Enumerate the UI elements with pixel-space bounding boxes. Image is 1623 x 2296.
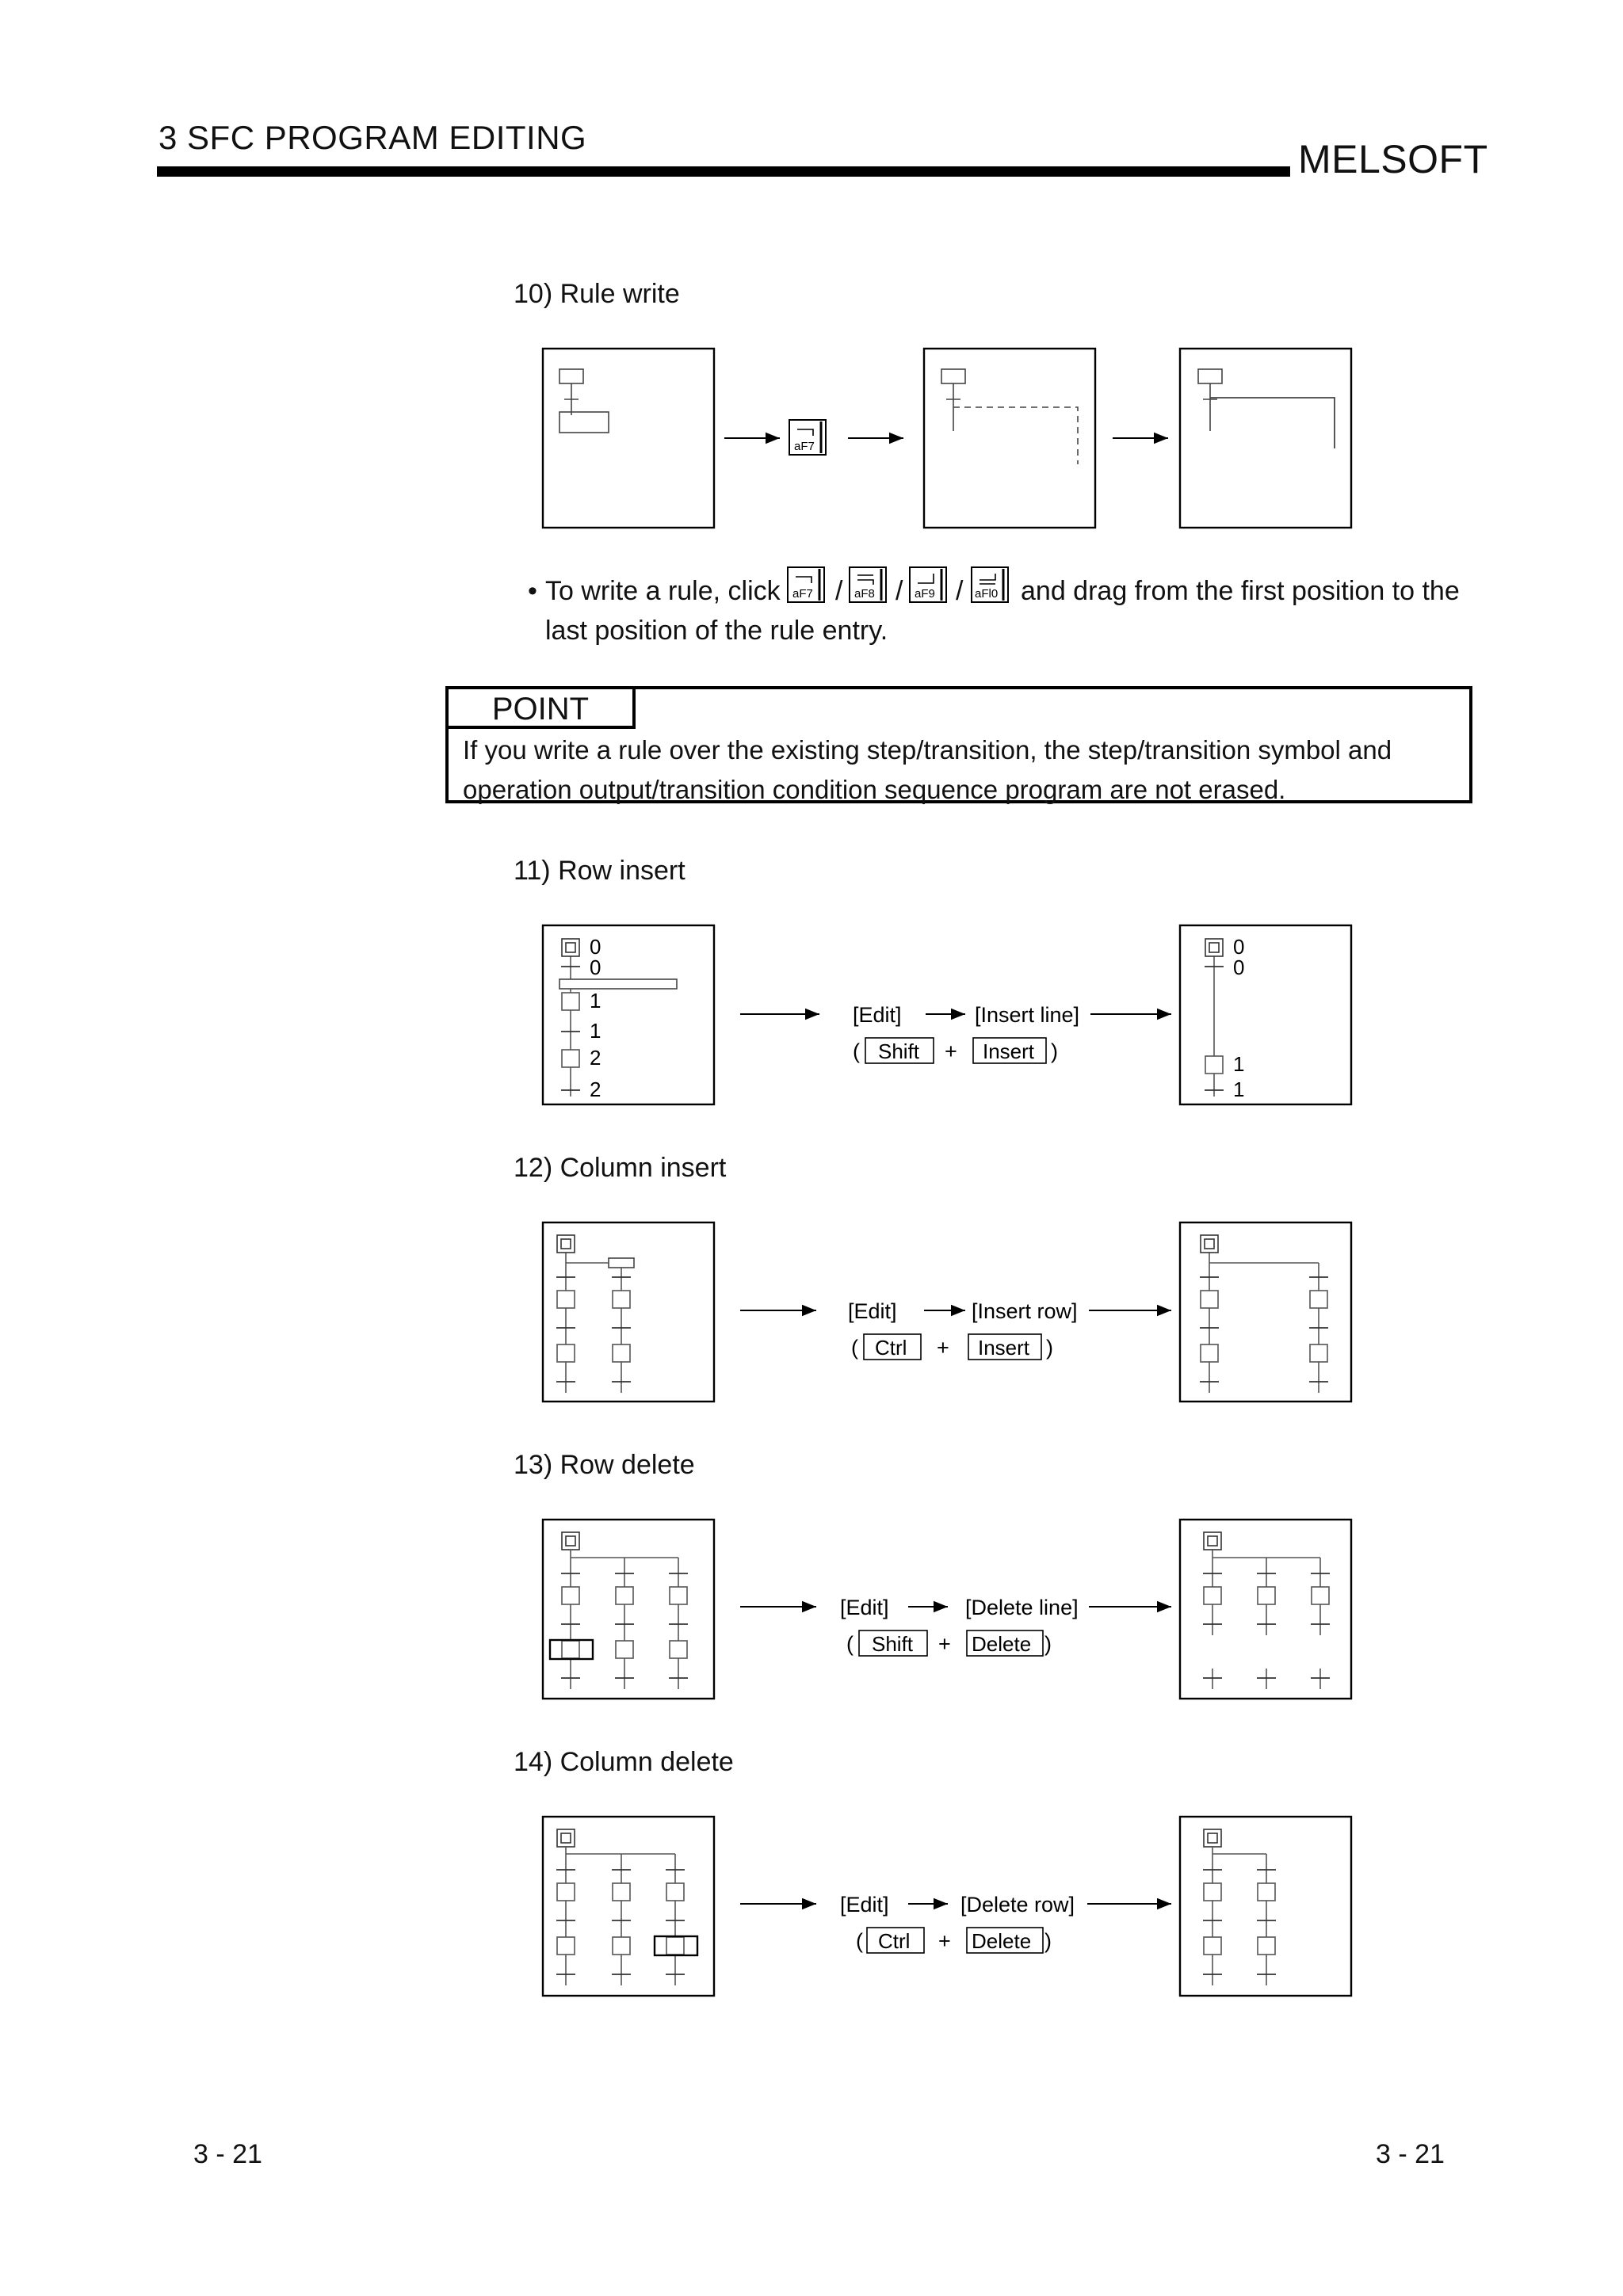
section-11-title: 11) Row insert: [514, 856, 685, 886]
separator: /: [896, 576, 903, 606]
paren: (: [853, 1039, 860, 1063]
step-number: 0: [590, 935, 601, 959]
key-ctrl-label: Ctrl: [875, 1336, 907, 1360]
paren: ): [1044, 1929, 1052, 1953]
point-line-2: operation output/transition condition sequence program are not erased.: [463, 775, 1286, 804]
section-14-title: 14) Column delete: [514, 1747, 734, 1777]
point-line-1: If you write a rule over the existing step/transition, the step/transition symbol and: [463, 735, 1392, 765]
column-insert-diagram: [543, 1222, 1351, 1402]
f7-label: aF7: [794, 440, 815, 453]
menu-edit: [Edit]: [840, 1596, 889, 1619]
cursor-cell: [609, 1258, 634, 1268]
rule-write-diagram: [543, 349, 1351, 528]
step-number: 1: [590, 989, 601, 1013]
key-delete-label: Delete: [972, 1929, 1032, 1953]
paren: ): [1046, 1336, 1053, 1360]
paren: (: [846, 1632, 854, 1656]
menu-insert-line: [Insert line]: [975, 1003, 1080, 1027]
key-shift-label: Shift: [872, 1632, 914, 1656]
paren: (: [856, 1929, 863, 1953]
transition-number: 0: [1233, 955, 1245, 979]
menu-edit: [Edit]: [848, 1299, 897, 1323]
point-text: [463, 730, 1461, 810]
paren: ): [1051, 1039, 1058, 1063]
plus: +: [938, 1929, 951, 1953]
transition-number: 1: [1233, 1077, 1245, 1101]
rule-write-bullet: •: [528, 576, 537, 606]
f7-label: aF7: [792, 587, 813, 601]
page-number-left: 3 - 21: [193, 2139, 262, 2169]
f9-label: aF9: [915, 587, 935, 601]
step-number: 2: [590, 1046, 601, 1070]
transition-number: 2: [590, 1077, 601, 1101]
plus: +: [937, 1336, 949, 1360]
menu-delete-line: [Delete line]: [965, 1596, 1079, 1619]
key-shift-label: Shift: [878, 1039, 920, 1063]
separator: /: [956, 576, 964, 606]
key-insert-label: Insert: [983, 1039, 1035, 1063]
paren: ): [1044, 1632, 1052, 1656]
f8-tool-icon: [850, 567, 886, 602]
step-number: 1: [1233, 1052, 1245, 1076]
plus: +: [938, 1632, 951, 1656]
separator: /: [835, 576, 843, 606]
brand-logo: MELSOFT: [1298, 137, 1488, 181]
header-rule: [157, 166, 1290, 177]
section-10-title: 10) Rule write: [514, 279, 680, 309]
cursor-row: [559, 979, 677, 989]
key-delete-label: Delete: [972, 1632, 1032, 1656]
f10-tool-icon: [972, 567, 1008, 602]
column-delete-diagram: [543, 1817, 1351, 1996]
f7-tool-icon: [789, 420, 826, 455]
f7-tool-icon: [788, 567, 824, 602]
step-number: 0: [1233, 935, 1245, 959]
f10-label: aFl0: [975, 587, 999, 601]
point-label: POINT: [445, 686, 636, 729]
row-insert-diagram: [543, 925, 1351, 1104]
section-12-title: 12) Column insert: [514, 1153, 727, 1183]
f9-tool-icon: [910, 567, 946, 602]
row-delete-diagram: [543, 1520, 1351, 1699]
paren: (: [851, 1336, 858, 1360]
rule-write-text-1: To write a rule, click: [545, 576, 781, 606]
chapter-title: 3 SFC PROGRAM EDITING: [158, 119, 587, 156]
transition-number: 1: [590, 1019, 601, 1043]
plus: +: [945, 1039, 957, 1063]
key-ctrl-label: Ctrl: [878, 1929, 911, 1953]
transition-number: 0: [590, 955, 601, 979]
menu-insert-row: [Insert row]: [972, 1299, 1078, 1323]
page-number-right: 3 - 21: [1376, 2139, 1445, 2169]
menu-edit: [Edit]: [853, 1003, 902, 1027]
menu-delete-row: [Delete row]: [960, 1893, 1075, 1917]
rule-write-text-2: and drag from the first position to the: [1021, 576, 1460, 606]
section-13-title: 13) Row delete: [514, 1450, 695, 1480]
menu-edit: [Edit]: [840, 1893, 889, 1917]
rule-write-text-3: last position of the rule entry.: [545, 616, 888, 646]
f8-label: aF8: [854, 587, 875, 601]
key-insert-label: Insert: [978, 1336, 1030, 1360]
